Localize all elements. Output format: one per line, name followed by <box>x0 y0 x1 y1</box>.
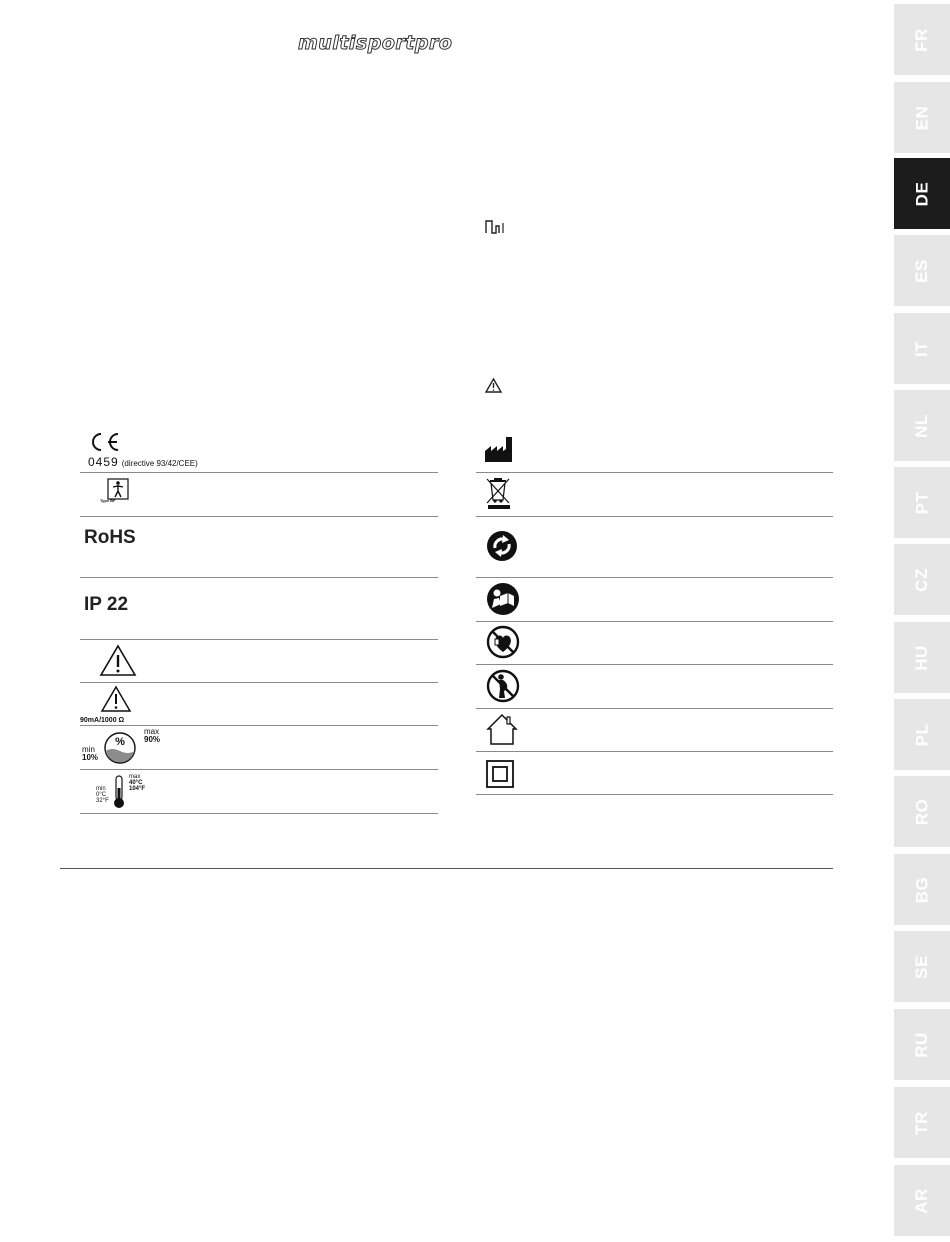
ce-mark-icon <box>86 431 122 453</box>
humidity-max-text: max <box>144 727 160 736</box>
weee-row <box>476 473 833 517</box>
humidity-max-label <box>144 728 160 744</box>
tab-fr[interactable] <box>894 4 950 75</box>
temperature-min-label <box>96 786 109 804</box>
tab-label: SE <box>912 954 931 979</box>
no-pregnancy-icon <box>486 669 520 703</box>
tab-de[interactable] <box>894 158 950 229</box>
tab-bg[interactable] <box>894 854 950 925</box>
tab-label: AR <box>912 1187 931 1214</box>
tab-cz[interactable] <box>894 544 950 615</box>
tab-ru[interactable] <box>894 1009 950 1080</box>
tab-label: BG <box>912 876 931 903</box>
humidity-range-icon <box>103 731 139 765</box>
green-dot-row <box>476 517 833 578</box>
tab-label: IT <box>911 340 931 357</box>
read-manual-icon <box>486 582 520 616</box>
humidity-min-text: min <box>82 745 95 754</box>
no-pacemaker-icon <box>486 625 520 659</box>
thermometer-icon <box>112 774 126 810</box>
manufacturer-row <box>476 427 833 473</box>
read-manual-row <box>476 578 833 622</box>
tab-es[interactable] <box>894 235 950 306</box>
type-bf-label: Type BF <box>100 498 116 503</box>
class-ii-row <box>476 752 833 795</box>
temperature-max-label <box>129 774 145 792</box>
warning-triangle-icon <box>100 685 132 713</box>
warning-row <box>80 640 438 683</box>
type-bf-row <box>80 473 438 517</box>
ce-row <box>80 427 438 473</box>
ip-rating-label: IP 22 <box>84 594 129 615</box>
rohs-label: RoHS <box>84 527 136 548</box>
ce-directive: (directive 93/42/CEE) <box>121 459 198 468</box>
tab-label: RO <box>912 798 931 825</box>
factory-icon <box>484 435 514 463</box>
warning-triangle-icon <box>99 644 137 677</box>
indoor-use-icon <box>486 713 518 746</box>
tab-label: TR <box>911 1110 931 1135</box>
temperature-min-f: 32°F <box>96 798 109 804</box>
tab-it[interactable] <box>894 313 950 384</box>
tab-ro[interactable] <box>894 776 950 847</box>
no-pacemaker-row <box>476 622 833 665</box>
tab-label: RU <box>912 1031 931 1058</box>
ce-label <box>88 455 198 469</box>
class-ii-icon <box>486 760 514 788</box>
tab-pl[interactable] <box>894 699 950 770</box>
page-rule <box>60 868 833 869</box>
tab-en[interactable] <box>894 82 950 153</box>
temperature-min-text: min <box>96 786 106 792</box>
tab-label: NL <box>911 413 931 438</box>
humidity-min-label <box>82 746 98 762</box>
tab-label: DE <box>912 181 931 206</box>
ce-number: 0459 <box>88 455 119 469</box>
current-limit-label: 90mA/1000 Ω <box>80 717 125 724</box>
tab-label: PT <box>911 491 931 514</box>
tab-label: FR <box>911 27 931 52</box>
temperature-max-text: max <box>129 774 141 780</box>
tab-label: PL <box>911 723 931 746</box>
type-bf-icon <box>107 478 129 500</box>
humidity-min-value: 10% <box>82 753 99 762</box>
tab-se[interactable] <box>894 931 950 1002</box>
temperature-row <box>80 770 438 814</box>
tab-nl[interactable] <box>894 390 950 461</box>
tab-label: HU <box>912 644 931 671</box>
humidity-row <box>80 726 438 770</box>
green-dot-icon <box>486 530 518 562</box>
svg-text:%: % <box>115 736 125 748</box>
temperature-min-c: 0°C <box>96 792 107 798</box>
tab-pt[interactable] <box>894 467 950 538</box>
pulse-waveform-icon <box>485 219 507 235</box>
tab-hu[interactable] <box>894 622 950 693</box>
tab-label: ES <box>912 258 931 283</box>
tab-tr[interactable] <box>894 1087 950 1158</box>
tab-label: CZ <box>911 567 931 592</box>
temperature-max-c: 40°C <box>129 780 143 786</box>
weee-bin-icon <box>486 476 512 510</box>
warning-triangle-icon <box>485 378 502 393</box>
no-pregnancy-row <box>476 665 833 709</box>
current-warning-row <box>80 683 438 726</box>
temperature-max-f: 104°F <box>129 786 146 792</box>
rohs-row <box>80 517 438 578</box>
brand-logo: multisportpro <box>298 32 453 54</box>
indoor-use-row <box>476 709 833 752</box>
tab-ar[interactable] <box>894 1165 950 1236</box>
language-tabs <box>894 0 950 1242</box>
ip-row <box>80 578 438 640</box>
humidity-max-value: 90% <box>144 735 161 744</box>
tab-label: EN <box>912 105 931 130</box>
